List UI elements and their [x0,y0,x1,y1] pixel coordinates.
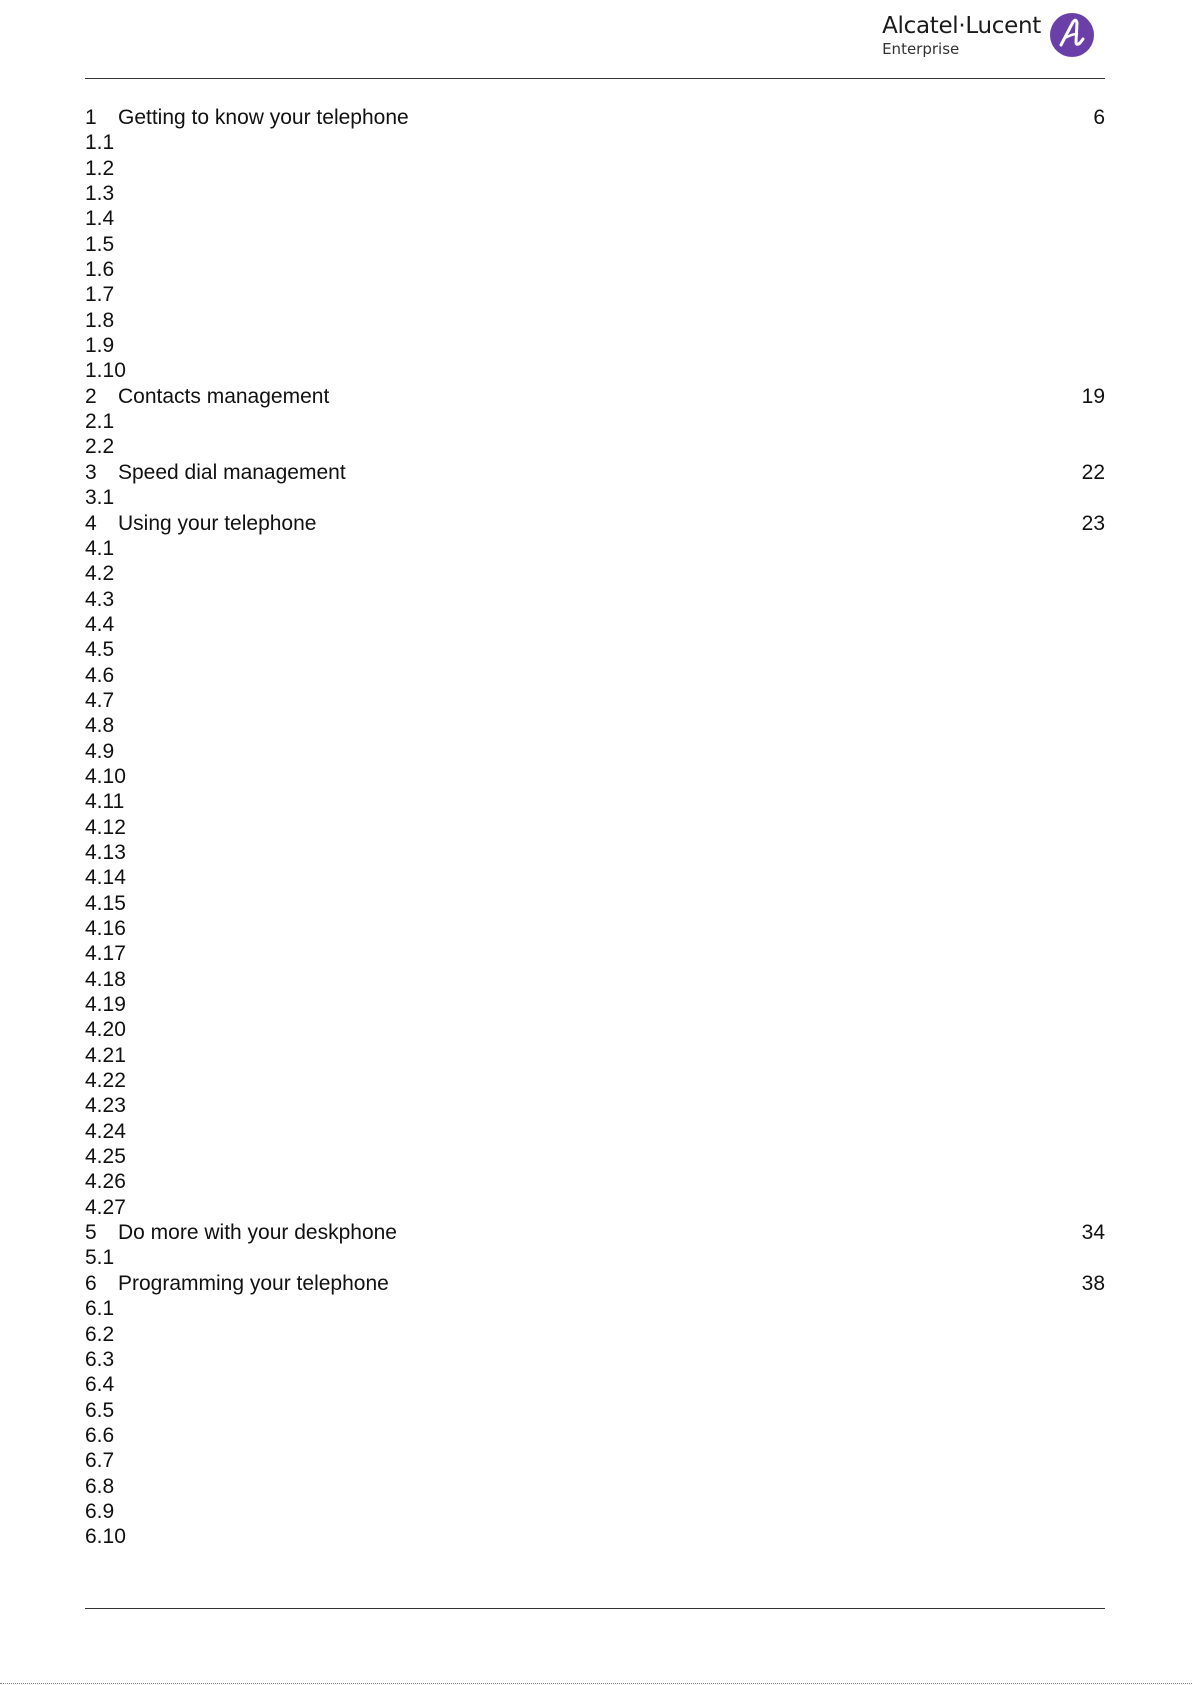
toc-section-entry[interactable] [85,232,1105,257]
toc-section-entry[interactable] [85,663,1105,688]
toc-number: 4.2 [85,562,115,586]
toc-number: 5.1 [85,1246,115,1270]
toc-chapter-entry[interactable] [85,1271,1105,1296]
toc-section-entry[interactable] [85,1398,1105,1423]
toc-section-entry[interactable] [85,409,1105,434]
toc-number: 1.4 [85,207,115,231]
toc-section-entry[interactable] [85,1144,1105,1169]
toc-number: 1.2 [85,156,115,180]
toc-number: 1.8 [85,308,115,332]
toc-section-entry[interactable] [85,587,1105,612]
toc-section-entry[interactable] [85,561,1105,586]
toc-number: 4.7 [85,688,115,712]
toc-section-entry[interactable] [85,1448,1105,1473]
brand-sub: Enterprise [882,40,960,58]
footer-divider [85,1608,1105,1609]
toc-section-entry[interactable] [85,308,1105,333]
toc-number: 4.1 [85,536,115,560]
toc-number: 4.26 [85,1170,126,1194]
toc-section-entry[interactable] [85,206,1105,231]
toc-number: 1 [85,106,97,129]
toc-number: 2.2 [85,435,115,459]
toc-section-entry[interactable] [85,637,1105,662]
toc-number: 4.24 [85,1119,126,1143]
toc-number: 4.18 [85,967,126,991]
toc-number: 4.12 [85,815,126,839]
toc-number: 4.16 [85,917,126,940]
toc-number: 1.6 [85,258,115,282]
toc-number: 4.27 [85,1195,126,1219]
toc-title: Programming your telephone [118,1271,389,1295]
toc-page-number: 22 [1081,460,1105,484]
toc-page-number: 38 [1081,1271,1105,1295]
toc-number: 1.1 [85,131,115,155]
toc-section-entry[interactable] [85,1524,1105,1549]
brand-name: Alcatel·Lucent [882,13,1041,39]
toc-section-entry[interactable] [85,1093,1105,1118]
toc-number: 4.4 [85,612,115,636]
toc-number: 4.11 [85,790,125,814]
toc-number: 6 [85,1271,97,1295]
toc-section-entry[interactable] [85,840,1105,865]
toc-number: 4.10 [85,764,126,788]
toc-page-number: 23 [1081,511,1105,535]
toc-number: 1.3 [85,182,115,206]
toc-number: 3.1 [85,486,115,510]
toc-number: 4.19 [85,993,126,1017]
toc-number: 6.4 [85,1373,115,1397]
toc-number: 4.13 [85,840,126,864]
toc-section-entry[interactable] [85,1322,1105,1347]
toc-section-entry[interactable] [85,434,1105,459]
toc-section-entry[interactable] [85,156,1105,181]
toc-title: Getting to know your telephone [118,106,409,129]
toc-number: 6.7 [85,1449,115,1473]
toc-section-entry[interactable] [85,1245,1105,1270]
toc-number: 4.17 [85,942,126,966]
toc-section-entry[interactable] [85,536,1105,561]
toc-number: 4.8 [85,714,115,738]
toc-section-entry[interactable] [85,713,1105,738]
toc-number: 4 [85,511,97,535]
toc-section-entry[interactable] [85,967,1105,992]
toc-number: 4.21 [85,1043,126,1067]
brand-text [882,12,1041,58]
toc-number: 6.8 [85,1474,115,1498]
toc-section-entry[interactable] [85,688,1105,713]
toc-section-entry[interactable] [85,130,1105,155]
toc-number: 1.10 [85,359,126,383]
toc-title: Using your telephone [118,511,317,535]
toc-number: 4.9 [85,739,115,763]
toc-number: 6.3 [85,1347,115,1371]
toc-number: 6.10 [85,1525,126,1549]
toc-number: 6.9 [85,1499,115,1523]
toc-number: 6.5 [85,1398,115,1422]
toc-number: 4.22 [85,1069,126,1093]
toc-section-entry[interactable] [85,1499,1105,1524]
toc-section-entry[interactable] [85,1068,1105,1093]
toc-title: Speed dial management [118,460,346,484]
page-bottom-border [0,1683,1192,1684]
toc-section-entry[interactable] [85,612,1105,637]
toc-title: Do more with your deskphone [118,1221,397,1245]
toc-section-entry[interactable] [85,1423,1105,1448]
brand-logo [882,12,1095,58]
toc-section-entry[interactable] [85,333,1105,358]
toc-number: 6.2 [85,1322,115,1346]
toc-number: 4.6 [85,663,115,687]
toc-number: 4.3 [85,587,115,611]
toc-section-entry[interactable] [85,1474,1105,1499]
toc-number: 4.23 [85,1094,126,1118]
toc-section-entry[interactable] [85,916,1105,941]
toc-section-entry[interactable] [85,1169,1105,1194]
toc-page-number: 6 [1093,106,1105,129]
toc-chapter-entry[interactable] [85,384,1105,409]
toc-title: Contacts management [118,384,330,408]
toc-section-entry[interactable] [85,485,1105,510]
toc-section-entry[interactable] [85,764,1105,789]
toc-number: 6.6 [85,1423,115,1447]
toc-section-entry[interactable] [85,1017,1105,1042]
toc-number: 4.5 [85,638,115,662]
toc-chapter-entry[interactable] [85,460,1105,485]
toc-section-entry[interactable] [85,1043,1105,1068]
toc-section-entry[interactable] [85,941,1105,966]
toc-chapter-entry[interactable] [85,1220,1105,1245]
toc-number: 4.25 [85,1145,126,1169]
toc-number: 4.14 [85,866,126,890]
page-header [85,0,1105,79]
toc-number: 2.1 [85,410,115,434]
toc-section-entry[interactable] [85,992,1105,1017]
toc-number: 4.15 [85,891,126,915]
toc-number: 1.7 [85,283,115,307]
alcatel-lucent-logo-icon [1049,12,1095,58]
toc-section-entry[interactable] [85,891,1105,916]
toc-number: 6.1 [85,1297,115,1321]
toc-chapter-entry[interactable] [85,511,1105,536]
toc-section-entry[interactable] [85,1372,1105,1397]
toc-number: 4.20 [85,1018,126,1042]
toc-page-number: 34 [1081,1221,1105,1245]
toc-chapter-entry[interactable] [85,105,1105,130]
toc-section-entry[interactable] [85,1119,1105,1144]
toc-page-number: 19 [1081,384,1105,408]
toc-number: 1.5 [85,232,115,256]
toc-section-entry[interactable] [85,257,1105,282]
toc-section-entry[interactable] [85,1347,1105,1372]
toc-number: 3 [85,460,97,484]
toc-section-entry[interactable] [85,1296,1105,1321]
toc-section-entry[interactable] [85,789,1105,814]
toc-section-entry[interactable] [85,358,1105,383]
table-of-contents [85,105,1105,1550]
toc-number: 1.9 [85,334,115,358]
toc-section-entry[interactable] [85,181,1105,206]
toc-section-entry[interactable] [85,1195,1105,1220]
toc-number: 2 [85,384,97,408]
toc-section-entry[interactable] [85,739,1105,764]
toc-number: 5 [85,1221,97,1245]
toc-section-entry[interactable] [85,815,1105,840]
toc-section-entry[interactable] [85,865,1105,890]
toc-section-entry[interactable] [85,282,1105,307]
